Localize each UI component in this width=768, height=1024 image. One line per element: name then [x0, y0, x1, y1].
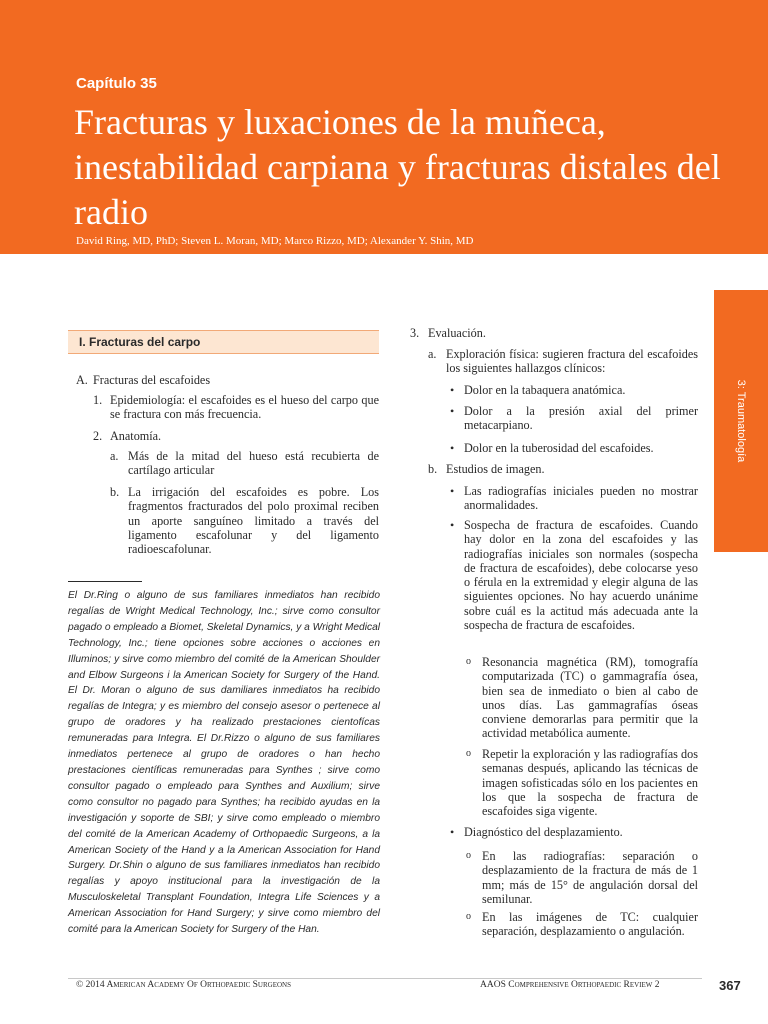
outline-marker-2a: a.	[110, 449, 119, 463]
outline-marker-a: A.	[76, 373, 88, 387]
finding-axial-pressure-pain: Dolor a la presión axial del primer metacarpiano.	[464, 404, 698, 433]
outline-marker-2b: b.	[110, 485, 120, 499]
section-heading-box	[68, 330, 379, 354]
outline-item-physical-exam: Exploración física: sugieren fractura del escafoides los siguientes hallazgos clínicos:	[446, 347, 698, 376]
chapter-title: Fracturas y luxaciones de la muñeca, inestabilidad carpiana y fracturas distales del radio	[74, 102, 721, 232]
outline-marker-1: 1.	[93, 393, 103, 407]
bullet-marker: •	[450, 518, 455, 532]
outline-item-anatomy: Anatomía.	[110, 429, 162, 443]
section-heading: I. Fracturas del carpo	[79, 335, 201, 349]
outline-item-scaphoid: Fracturas del escafoides	[93, 373, 211, 387]
section-side-tab	[714, 290, 768, 552]
page-number: 367	[719, 978, 741, 993]
sub-bullet-marker: o	[466, 748, 471, 759]
author-disclosure: El Dr.Ring o alguno de sus familiares inmediatos han recibido regalías de Wright Medical Technology, Inc.; sirve como consultor pagado o empleado a Biomet, Skeletal Dynamics, y a Wright Medical Technology, Inc.; tiene opciones sobre acciones o acciones en Illuminos; y sirve como miembro del comité de la American Shoulder and Elbow Surgeons i la American Society for Surgery of the Hand. El Dr. Moran o alguno de sus damiliares inmediatos ha recibido regalías de Integra; y es miembro del consejo asesor o pertenece al grupo de oradores y ha realizado prestaciones cientofícas remuneradas para Integra. El Dr.Rizzo o alguno de sus familiares inmediatos pertenece al grupo de oradores o han hecho prestaciones científicas remuneradas para Synthes ; sirve como consultor pagado o empleado para Synthes and Auxilium; sirve como consultor no pagado para Synthes; ha recibido ayudas en la investigación y soporte de SBI; y sirve como empleado o miembro del comité de la American Academy of Orthopaedic Surgeons, a la American Society of the Hand y a la American Association for Hand Surgery. Dr.Shin o alguno de sus familiares inmediatos han recibido regalías y apoyo institucional para la investigación de la Musculoskeletal Transplant Foundation, Integra Life Sciences y a American Association for Hand Surgery; y sirve como miembro del comité para la American Society for Surgery of the Han.	[68, 590, 381, 936]
footer-rule	[68, 978, 702, 979]
sub-bullet-marker: o	[466, 850, 471, 861]
bullet-marker: •	[450, 404, 455, 418]
finding-snuffbox-pain: Dolor en la tabaquera anatómica.	[464, 383, 626, 397]
footer-copyright: © 2014 American Academy Of Orthopaedic Surgeons	[76, 980, 291, 990]
outline-item-epidemiology: Epidemiología: el escafoides es el hueso del carpo que se fractura con más frecuencia.	[110, 393, 379, 422]
chapter-authors: David Ring, MD, PhD; Steven L. Moran, MD; Marco Rizzo, MD; Alexander Y. Shin, MD	[76, 235, 474, 247]
chapter-header	[0, 0, 768, 254]
bullet-marker: •	[450, 441, 455, 455]
option-repeat-exam: Repetir la exploración y las radiografías dos semanas después, aplicando las técnicas de imagen sofisticadas sólo en los pacientes en los que la sospecha de fractura de escafoides siga vigente.	[482, 747, 698, 819]
finding-tuberosity-pain: Dolor en la tuberosidad del escafoides.	[464, 441, 654, 455]
displacement-ct: En las imágenes de TC: cualquier separación, desplazamiento o angulación.	[482, 910, 698, 939]
outline-marker-3a: a.	[428, 347, 437, 361]
bullet-marker: •	[450, 383, 455, 397]
chapter-label: Capítulo 35	[76, 75, 157, 92]
outline-item-cartilage: Más de la mitad del hueso está recubierta de cartílago articular	[128, 449, 379, 478]
outline-item-imaging: Estudios de imagen.	[446, 462, 545, 476]
outline-item-blood-supply: La irrigación del escafoides es pobre. Los fragmentos fracturados del polo proximal reciben un aporte sanguíneo limitado a través del ligamento escafolunar y del ligamento radioescafolunar.	[128, 485, 379, 557]
bullet-marker: •	[450, 825, 455, 839]
option-advanced-imaging: Resonancia magnética (RM), tomografía computarizada (TC) o gammagrafía ósea, bien sea de inmediato o bien al cabo de unos días. Las gammagrafías óseas conviene demorarlas para permitir que la actividad metabólica aumente.	[482, 655, 698, 741]
displacement-radiographs: En las radiografías: separación o desplazamiento de la fractura de más de 1 mm; más de 15° de angulación dorsal del semilunar.	[482, 849, 698, 906]
outline-item-evaluation: Evaluación.	[428, 326, 486, 340]
outline-marker-2: 2.	[93, 429, 103, 443]
imaging-suspected-fracture: Sospecha de fractura de escafoides. Cuando hay dolor en la zona del escafoides y las radiografías iniciales son normales (sospecha de fractura de escafoides), debe colocarse yeso o férula en la extremidad y elegir alguna de las siguientes opciones. No hay acuerdo unánime sobre cuál es la actitud más adecuada ante la sospecha de fractura de escafoides.	[464, 518, 698, 633]
bullet-marker: •	[450, 484, 455, 498]
disclosure-rule	[68, 581, 142, 582]
imaging-initial-radiographs: Las radiografías iniciales pueden no mostrar anormalidades.	[464, 484, 698, 513]
outline-marker-3: 3.	[410, 326, 420, 340]
sub-bullet-marker: o	[466, 911, 471, 922]
sub-bullet-marker: o	[466, 656, 471, 667]
outline-marker-3b: b.	[428, 462, 438, 476]
imaging-displacement-diagnosis: Diagnóstico del desplazamiento.	[464, 825, 623, 839]
section-side-tab-label: 3: Traumatología	[735, 379, 747, 463]
footer-book-title: AAOS Comprehensive Orthopaedic Review 2	[480, 980, 660, 990]
